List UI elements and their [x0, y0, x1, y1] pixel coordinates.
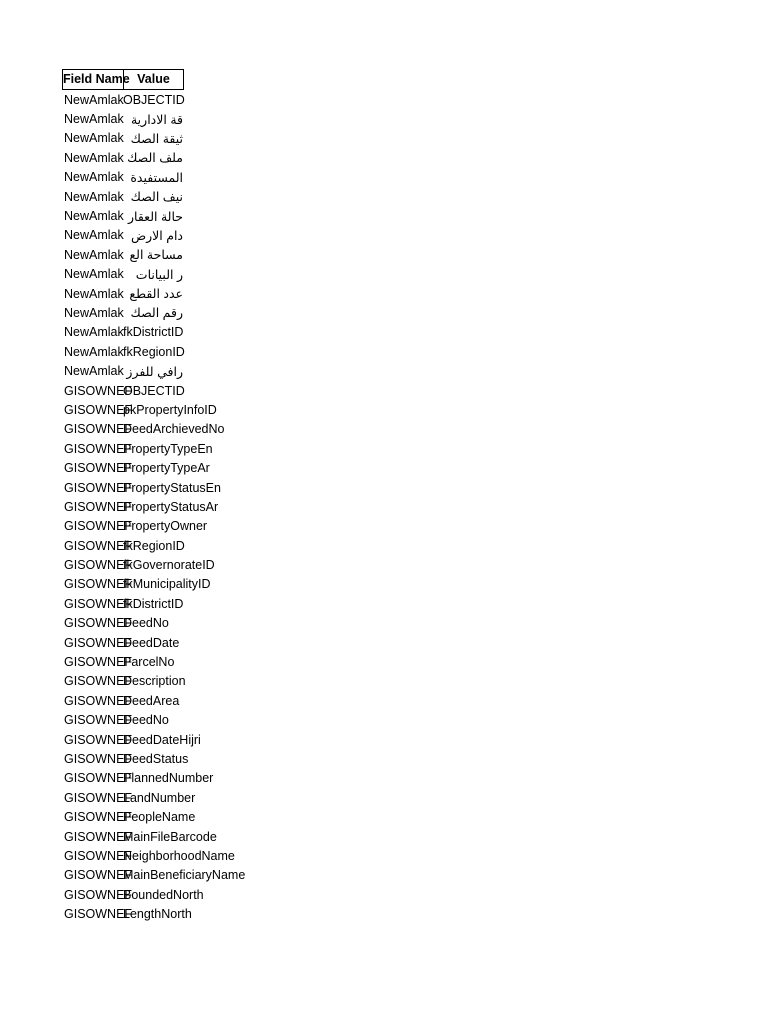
field-name-cell: GISOWNEF [64, 848, 133, 863]
table-row [62, 904, 245, 923]
table-row [62, 575, 245, 594]
value-cell: MainBeneficiaryName [123, 868, 246, 883]
value-cell: المستفيدة [130, 170, 183, 185]
field-name-cell: NewAmlak [64, 325, 124, 340]
value-cell: NeighborhoodName [123, 848, 235, 863]
table-row [62, 381, 245, 400]
table-body [62, 90, 245, 924]
table-row [62, 749, 245, 768]
field-name-cell: NewAmlak [64, 364, 124, 379]
value-cell: OBJECTID [123, 383, 185, 398]
field-name-cell: NewAmlak [64, 344, 124, 359]
table-row [62, 109, 245, 128]
value-cell: PropertyStatusAr [123, 499, 219, 514]
table-row [62, 827, 245, 846]
table-row [62, 594, 245, 613]
field-name-cell: GISOWNEF [64, 887, 133, 902]
value-cell: DeedNo [123, 713, 169, 728]
field-name-cell: GISOWNEF [64, 907, 133, 922]
table-row [62, 691, 245, 710]
field-name-cell: NewAmlak [64, 131, 124, 146]
value-cell: DeedDateHijri [123, 732, 201, 747]
table-row [62, 226, 245, 245]
field-name-cell: NewAmlak [64, 189, 124, 204]
value-cell: رقم الصك [130, 306, 183, 321]
field-name-cell: GISOWNEF [64, 383, 133, 398]
table-row [62, 245, 245, 264]
table-row [62, 206, 245, 225]
table-row [62, 90, 245, 109]
field-name-cell: NewAmlak [64, 150, 124, 165]
value-cell: مساحة الع [129, 248, 183, 263]
value-cell: fkDistrictID [123, 596, 184, 611]
value-cell: MainFileBarcode [123, 829, 217, 844]
value-cell: ParcelNo [123, 655, 175, 670]
value-cell: fkDistrictID [123, 325, 184, 340]
value-cell: PropertyTypeEn [123, 441, 213, 456]
table-row [62, 458, 245, 477]
table-row [62, 129, 245, 148]
table-header-row [62, 69, 245, 90]
field-name-cell: GISOWNEF [64, 829, 133, 844]
value-cell: ر البيانات [135, 267, 183, 282]
table-row [62, 361, 245, 380]
field-name-cell: GISOWNEF [64, 732, 133, 747]
table-row [62, 846, 245, 865]
field-name-cell: GISOWNEF [64, 771, 133, 786]
table-row [62, 517, 245, 536]
value-cell: PropertyStatusEn [123, 480, 221, 495]
field-name-cell: NewAmlak [64, 228, 124, 243]
field-name-cell: GISOWNEF [64, 596, 133, 611]
field-name-cell: NewAmlak [64, 170, 124, 185]
table-row [62, 148, 245, 167]
value-cell: رافي للفرز [126, 364, 183, 379]
field-name-cell: GISOWNEF [64, 577, 133, 592]
table-row [62, 187, 245, 206]
value-cell: fkMunicipalityID [123, 577, 211, 592]
value-cell: LandNumber [123, 790, 196, 805]
value-cell: PropertyOwner [123, 519, 208, 534]
table-row [62, 633, 245, 652]
value-cell: PropertyTypeAr [123, 461, 210, 476]
field-name-cell: GISOWNEF [64, 480, 133, 495]
value-cell: قة الادارية [130, 112, 183, 127]
value-cell: نيف الصك [130, 190, 183, 205]
table-row [62, 866, 245, 885]
value-cell: pkPropertyInfoID [123, 402, 217, 417]
table-row [62, 303, 245, 322]
table-row [62, 284, 245, 303]
table-row [62, 652, 245, 671]
value-cell: BoundedNorth [123, 887, 204, 902]
header-value: Value [123, 69, 184, 90]
value-cell: OBJECTID [123, 92, 185, 107]
value-cell: DeedArea [123, 693, 180, 708]
field-name-cell: GISOWNEF [64, 713, 133, 728]
value-cell: ملف الصك [127, 151, 183, 166]
header-field-name: Field Name [62, 69, 124, 90]
field-name-cell: NewAmlak [64, 286, 124, 301]
table-row [62, 439, 245, 458]
field-name-cell: GISOWNEF [64, 751, 133, 766]
table-row [62, 672, 245, 691]
table-row [62, 730, 245, 749]
table-row [62, 614, 245, 633]
value-cell: fkGovernorateID [123, 558, 215, 573]
table-row [62, 342, 245, 361]
table-row [62, 168, 245, 187]
field-name-cell: GISOWNEF [64, 558, 133, 573]
table-row [62, 807, 245, 826]
value-cell: حالة العقار [128, 209, 183, 224]
value-cell: DeedDate [123, 635, 180, 650]
field-name-cell: GISOWNEF [64, 441, 133, 456]
value-cell: DeedNo [123, 616, 169, 631]
value-cell: PeopleName [123, 810, 196, 825]
value-cell: DeedStatus [123, 751, 189, 766]
table-row [62, 400, 245, 419]
table-row [62, 788, 245, 807]
field-name-cell: GISOWNEF [64, 790, 133, 805]
table-row [62, 536, 245, 555]
field-name-cell: NewAmlak [64, 247, 124, 262]
field-table [62, 69, 245, 924]
table-row [62, 420, 245, 439]
value-cell: fkRegionID [123, 538, 185, 553]
field-name-cell: GISOWNEF [64, 499, 133, 514]
field-name-cell: NewAmlak [64, 92, 124, 107]
table-row [62, 555, 245, 574]
field-name-cell: GISOWNEF [64, 402, 133, 417]
field-name-cell: NewAmlak [64, 305, 124, 320]
field-name-cell: GISOWNEF [64, 635, 133, 650]
value-cell: Description [123, 674, 186, 689]
field-name-cell: GISOWNEF [64, 693, 133, 708]
table-row [62, 769, 245, 788]
field-name-cell: GISOWNEF [64, 616, 133, 631]
value-cell: PlannedNumber [123, 771, 214, 786]
field-name-cell: NewAmlak [64, 112, 124, 127]
field-name-cell: GISOWNEF [64, 422, 133, 437]
table-row [62, 323, 245, 342]
field-name-cell: GISOWNEF [64, 538, 133, 553]
field-name-cell: GISOWNEF [64, 868, 133, 883]
field-name-cell: NewAmlak [64, 209, 124, 224]
value-cell: fkRegionID [123, 344, 185, 359]
table-row [62, 711, 245, 730]
field-name-cell: GISOWNEF [64, 810, 133, 825]
table-row [62, 478, 245, 497]
field-name-cell: GISOWNEF [64, 674, 133, 689]
value-cell: دام الارض [130, 228, 183, 243]
field-name-cell: GISOWNEF [64, 461, 133, 476]
value-cell: عدد القطع [129, 287, 183, 302]
field-name-cell: GISOWNEF [64, 655, 133, 670]
table-row [62, 497, 245, 516]
table-row [62, 885, 245, 904]
value-cell: ثيقة الصك [130, 131, 183, 146]
value-cell: DeedArchievedNo [123, 422, 225, 437]
field-name-cell: NewAmlak [64, 267, 124, 282]
field-name-cell: GISOWNEF [64, 519, 133, 534]
table-row [62, 265, 245, 284]
value-cell: LengthNorth [123, 907, 192, 922]
